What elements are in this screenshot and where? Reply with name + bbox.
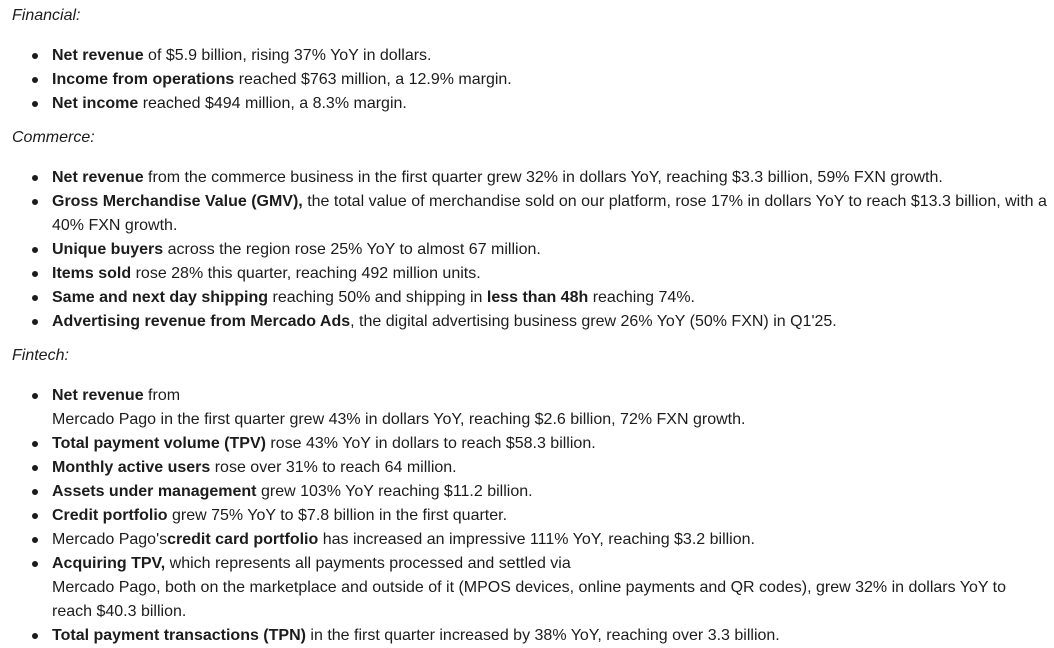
item-text: from the commerce business in the first quarter grew 32% in dollars YoY, reaching $3.3 billion, 59% FXN growth. — [143, 169, 943, 186]
bullet-icon — [32, 513, 38, 519]
item-bold: Monthly active users — [52, 459, 211, 476]
item-text: reached $763 million, a 12.9% margin. — [234, 71, 512, 88]
item-text: in the first quarter increased by 38% YoY, reaching over 3.3 billion. — [305, 627, 780, 644]
fintech-list — [0, 384, 1054, 648]
list-item — [0, 190, 1054, 238]
list-item — [0, 384, 1054, 432]
item-text: the total value of merchandise sold on our platform, rose 17% in dollars YoY to reach $13.3 billion, with a 40% FXN growth. — [52, 193, 1047, 234]
item-text-continued: Mercado Pago, both on the marketplace and outside of it (MPOS devices, online payments and QR codes), grew 32% in dollars YoY to reach $40.3 billion. — [52, 579, 1007, 620]
list-item — [0, 432, 1054, 456]
list-item — [0, 166, 1054, 190]
item-bold: Assets under management — [52, 483, 257, 500]
bullet-icon — [32, 101, 38, 107]
list-item — [0, 480, 1054, 504]
item-text: grew 103% YoY reaching $11.2 billion. — [256, 483, 533, 500]
bullet-icon — [32, 465, 38, 471]
item-bold: Total payment volume (TPV) — [52, 435, 266, 452]
financial-list — [0, 44, 1054, 116]
item-bold: Income from operations — [52, 71, 235, 88]
bullet-icon — [32, 271, 38, 277]
list-item — [0, 92, 1054, 116]
item-text: reached $494 million, a 8.3% margin. — [138, 95, 407, 112]
item-bold: Same and next day shipping — [52, 289, 269, 306]
list-item — [0, 456, 1054, 480]
bullet-icon — [32, 537, 38, 543]
bullet-icon — [32, 53, 38, 59]
list-item — [0, 624, 1054, 648]
item-bold: Advertising revenue from Mercado Ads — [52, 313, 351, 330]
bullet-icon — [32, 489, 38, 495]
item-text: reaching 74%. — [588, 289, 695, 306]
bullet-icon — [32, 393, 38, 399]
item-bold: Net income — [52, 95, 139, 112]
list-item — [0, 552, 1054, 624]
item-text: rose over 31% to reach 64 million. — [210, 459, 457, 476]
item-text: of $5.9 billion, rising 37% YoY in dollars. — [143, 47, 432, 64]
list-item — [0, 286, 1054, 310]
item-bold: Unique buyers — [52, 241, 164, 258]
bullet-icon — [32, 247, 38, 253]
item-text-continued: Mercado Pago in the first quarter grew 43% in dollars YoY, reaching $2.6 billion, 72% FXN growth. — [52, 411, 746, 428]
item-bold: Acquiring TPV, — [52, 555, 166, 572]
item-text: rose 28% this quarter, reaching 492 million units. — [131, 265, 481, 282]
list-item — [0, 238, 1054, 262]
item-text: has increased an impressive 111% YoY, reaching $3.2 billion. — [318, 531, 755, 548]
list-item — [0, 44, 1054, 68]
bullet-icon — [32, 561, 38, 567]
item-text: Mercado Pago's — [52, 531, 168, 548]
list-item — [0, 68, 1054, 92]
commerce-list — [0, 166, 1054, 334]
item-bold: credit card portfolio — [167, 531, 319, 548]
bullet-icon — [32, 295, 38, 301]
financial-heading: Financial: — [12, 7, 81, 24]
item-bold: Items sold — [52, 265, 132, 282]
bullet-icon — [32, 77, 38, 83]
item-bold: Total payment transactions (TPN) — [52, 627, 306, 644]
item-bold: Net revenue — [52, 47, 144, 64]
list-item — [0, 310, 1054, 334]
item-text: , the digital advertising business grew 26% YoY (50% FXN) in Q1'25. — [350, 313, 837, 330]
item-text: rose 43% YoY in dollars to reach $58.3 billion. — [265, 435, 596, 452]
bullet-icon — [32, 633, 38, 639]
bullet-icon — [32, 319, 38, 325]
list-item — [0, 262, 1054, 286]
bullet-icon — [32, 199, 38, 205]
fintech-heading: Fintech: — [12, 347, 69, 364]
item-text: grew 75% YoY to $7.8 billion in the first quarter. — [167, 507, 508, 524]
item-bold: Gross Merchandise Value (GMV), — [52, 193, 303, 210]
item-bold: less than 48h — [486, 289, 589, 306]
item-text: from — [143, 387, 181, 404]
item-bold: Net revenue — [52, 169, 144, 186]
item-text: across the region rose 25% YoY to almost 67 million. — [163, 241, 541, 258]
item-text: reaching 50% and shipping in — [268, 289, 487, 306]
list-item — [0, 504, 1054, 528]
item-bold: Credit portfolio — [52, 507, 168, 524]
list-item — [0, 528, 1054, 552]
commerce-heading: Commerce: — [12, 129, 95, 146]
item-bold: Net revenue — [52, 387, 144, 404]
item-text: which represents all payments processed and settled via — [165, 555, 571, 572]
bullet-icon — [32, 175, 38, 181]
bullet-icon — [32, 441, 38, 447]
